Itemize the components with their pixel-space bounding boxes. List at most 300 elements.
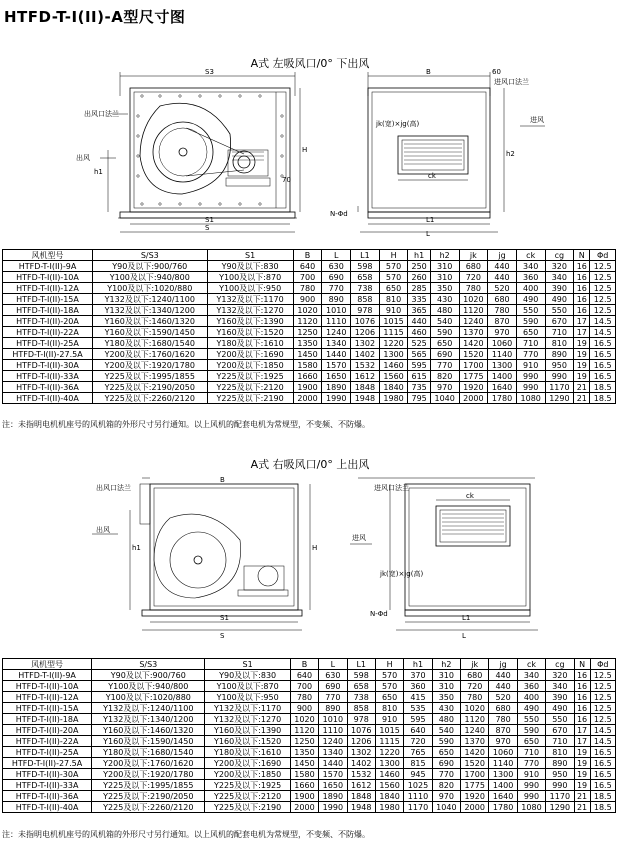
table-cell: Y225及以下:2260/2120 (92, 802, 205, 813)
table-cell: Y160及以下:1460/1320 (92, 725, 205, 736)
table-cell: 770 (319, 692, 347, 703)
table-cell: 720 (404, 736, 432, 747)
table-cell: Y132及以下:1240/1100 (93, 294, 207, 305)
table-cell: 615 (408, 371, 430, 382)
table-cell: 285 (408, 283, 430, 294)
table-cell: 1948 (351, 393, 380, 404)
table-cell: 1848 (347, 791, 375, 802)
table-cell: 900 (290, 703, 318, 714)
table-cell: 16 (574, 681, 590, 692)
table-cell: Y90及以下:900/760 (93, 261, 207, 272)
table-cell: 565 (408, 349, 430, 360)
table-row (3, 736, 616, 747)
table-cell: HTFD-T-I(II)-18A (3, 714, 92, 725)
table-cell: 14.5 (590, 725, 615, 736)
dim-h-label: H (302, 146, 308, 154)
column-header: L1 (351, 250, 380, 261)
table-header-row (3, 250, 616, 261)
table-cell: 16 (574, 305, 590, 316)
table-cell: Y132及以下:1170 (207, 294, 293, 305)
table-cell: HTFD-T-I(II)-36A (3, 791, 92, 802)
table-cell: 1250 (290, 736, 318, 747)
table-cell: 340 (516, 261, 545, 272)
table-cell: Y225及以下:2120 (205, 791, 290, 802)
table-cell: HTFD-T-I(II)-12A (3, 692, 92, 703)
table-row (3, 714, 616, 725)
table-cell: 658 (351, 272, 380, 283)
table-cell: 1340 (319, 747, 347, 758)
table-cell: 1700 (459, 360, 488, 371)
table-2-note: 注：未指明电机机座号的风机箱的外形尺寸另行通知。以上风机的配套电机为常规型，不变频、不防爆。 (2, 830, 370, 839)
table-cell: 16.5 (590, 360, 616, 371)
table-cell: 650 (432, 747, 460, 758)
table-cell: 21 (574, 802, 590, 813)
table-cell: 1990 (322, 393, 351, 404)
table-cell: 810 (546, 747, 574, 758)
table-cell: Y100及以下:950 (207, 283, 293, 294)
column-header: L (319, 659, 347, 670)
table-cell: 390 (545, 283, 574, 294)
dim-jk-label: jk(宽)×jg(高) (376, 120, 420, 128)
table-cell: 590 (432, 736, 460, 747)
table-header-row (3, 659, 616, 670)
column-header: B (293, 250, 322, 261)
table-cell: 598 (351, 261, 380, 272)
table-cell: 570 (375, 670, 403, 681)
table-cell: 1700 (461, 769, 489, 780)
table-cell: 1560 (375, 780, 403, 791)
table-cell: 440 (408, 316, 430, 327)
table-cell: 430 (430, 294, 459, 305)
table-cell: 17 (574, 316, 590, 327)
table-cell: 570 (379, 261, 408, 272)
table-cell: Y132及以下:1340/1200 (92, 714, 205, 725)
table-cell: 320 (545, 261, 574, 272)
column-header: jk (461, 659, 489, 670)
table-cell: HTFD-T-I(II)-20A (3, 316, 93, 327)
table-cell: 700 (293, 272, 322, 283)
table-cell: 1060 (489, 747, 517, 758)
table-cell: 320 (546, 670, 574, 681)
table-cell: 525 (408, 338, 430, 349)
table-row (3, 349, 616, 360)
table-cell: 1080 (517, 802, 545, 813)
dim-s1-label: S1 (205, 216, 214, 224)
table-cell: 260 (408, 272, 430, 283)
table-cell: 690 (322, 272, 351, 283)
table-cell: Y225及以下:2190 (207, 393, 293, 404)
table-cell: 19 (574, 780, 590, 791)
section-2-drawing (0, 470, 620, 640)
table-cell: 1840 (375, 791, 403, 802)
table-cell: HTFD-T-I(II)-40A (3, 802, 92, 813)
table-cell: 1015 (379, 316, 408, 327)
table-row (3, 703, 616, 714)
table-cell: 1110 (322, 316, 351, 327)
table-cell: 1206 (347, 736, 375, 747)
table-cell: 17 (574, 736, 590, 747)
table-row (3, 305, 616, 316)
dim-h1-label: h1 (94, 168, 103, 176)
table-cell: HTFD-T-I(II)-30A (3, 769, 92, 780)
table-cell: 990 (516, 371, 545, 382)
table-cell: 16.5 (590, 371, 616, 382)
table-cell: Y200及以下:1760/1620 (92, 758, 205, 769)
table-row (3, 261, 616, 272)
table-cell: 1370 (459, 327, 488, 338)
table-cell: 360 (516, 272, 545, 283)
table-cell: 1890 (319, 791, 347, 802)
table-cell: 16.5 (590, 338, 616, 349)
table-cell: 1302 (351, 338, 380, 349)
s2-dim-s-label: S (220, 632, 225, 640)
table-cell: 21 (574, 393, 590, 404)
table-cell: 12.5 (590, 272, 616, 283)
table-cell: Y225及以下:2260/2120 (93, 393, 207, 404)
table-cell: 710 (545, 327, 574, 338)
table-cell: 16 (574, 272, 590, 283)
table-cell: 1775 (459, 371, 488, 382)
table-cell: Y100及以下:950 (205, 692, 290, 703)
section-2-title: A式 右吸风口/0° 上出风 (250, 458, 370, 471)
table-cell: Y132及以下:1240/1100 (92, 703, 205, 714)
table-cell: Y225及以下:2120 (207, 382, 293, 393)
table-cell: 1650 (319, 780, 347, 791)
column-header: N (574, 659, 590, 670)
table-cell: 795 (408, 393, 430, 404)
table-cell: Y180及以下:1680/1540 (92, 747, 205, 758)
table-cell: Y132及以下:1270 (207, 305, 293, 316)
hole-spec-label: N-Φd (330, 210, 348, 218)
table-cell: HTFD-T-I(II)-27.5A (3, 758, 92, 769)
table-cell: 18.5 (590, 393, 616, 404)
table-cell: HTFD-T-I(II)-10A (3, 272, 93, 283)
table-cell: HTFD-T-I(II)-9A (3, 670, 92, 681)
spec-table-2 (2, 658, 616, 813)
table-cell: 1290 (545, 393, 574, 404)
table-cell: Y180及以下:1680/1540 (93, 338, 207, 349)
table-cell: Y100及以下:1020/880 (92, 692, 205, 703)
table-cell: 1440 (319, 758, 347, 769)
table-cell: 1350 (290, 747, 318, 758)
column-header: ck (517, 659, 545, 670)
table-cell: 870 (488, 316, 517, 327)
table-cell: Y200及以下:1690 (205, 758, 290, 769)
table-cell: 810 (375, 703, 403, 714)
table-cell: 1900 (290, 791, 318, 802)
table-1-note: 注：未指明电机机座号的风机箱的外形尺寸另行通知。以上风机的配套电机为常规型，不变频、不防爆。 (2, 420, 370, 429)
table-cell: 590 (516, 316, 545, 327)
table-cell: 945 (404, 769, 432, 780)
column-header: 风机型号 (3, 250, 93, 261)
table-cell: 770 (430, 360, 459, 371)
table-cell: 310 (432, 681, 460, 692)
table-cell: Y160及以下:1520 (205, 736, 290, 747)
table-cell: HTFD-T-I(II)-30A (3, 360, 93, 371)
table-cell: Y132及以下:1270 (205, 714, 290, 725)
table-cell: 950 (545, 360, 574, 371)
table-cell: 1300 (379, 349, 408, 360)
table-cell: 770 (517, 758, 545, 769)
page-title: HTFD-T-I(II)-A型尺寸图 (4, 8, 186, 26)
table-cell: 1250 (293, 327, 322, 338)
table-cell: 1775 (461, 780, 489, 791)
table-cell: 340 (517, 670, 545, 681)
table-row (3, 692, 616, 703)
table-cell: HTFD-T-I(II)-9A (3, 261, 93, 272)
table-cell: 12.5 (590, 670, 615, 681)
table-cell: 650 (430, 338, 459, 349)
table-cell: 1170 (545, 382, 574, 393)
s2-inlet-flange-right-label: 进风口法兰 (374, 484, 409, 492)
table-cell: 670 (546, 725, 574, 736)
table-cell: Y225及以下:2190/2050 (93, 382, 207, 393)
dim-ck-label: ck (428, 172, 436, 180)
table-cell: 21 (574, 382, 590, 393)
dim-70-label: 70 (282, 176, 291, 184)
table-cell: 440 (489, 681, 517, 692)
table-cell: 595 (408, 360, 430, 371)
table-cell: 16 (574, 703, 590, 714)
table-cell: 490 (546, 703, 574, 714)
table-cell: 540 (430, 316, 459, 327)
table-cell: 690 (430, 349, 459, 360)
table-cell: 1020 (461, 703, 489, 714)
table-cell: 1300 (375, 758, 403, 769)
column-header: L1 (347, 659, 375, 670)
s2-dim-h1-label: h1 (132, 544, 141, 552)
table-cell: 640 (404, 725, 432, 736)
table-cell: 1040 (432, 802, 460, 813)
table-cell: 19 (574, 758, 590, 769)
table-cell: Y225及以下:1925 (205, 780, 290, 791)
table-cell: 12.5 (590, 294, 616, 305)
table-cell: 570 (379, 272, 408, 283)
table-cell: 1780 (489, 802, 517, 813)
table-cell: 680 (459, 261, 488, 272)
table-cell: 2000 (290, 802, 318, 813)
table-cell: Y225及以下:2190 (205, 802, 290, 813)
table-cell: 1980 (379, 393, 408, 404)
table-cell: 535 (404, 703, 432, 714)
table-cell: 17 (574, 725, 590, 736)
table-cell: 400 (517, 692, 545, 703)
table-row (3, 725, 616, 736)
table-cell: Y225及以下:1995/1855 (93, 371, 207, 382)
table-cell: 1170 (546, 791, 574, 802)
table-cell: Y200及以下:1920/1780 (93, 360, 207, 371)
table-cell: 520 (489, 692, 517, 703)
table-cell: 990 (516, 382, 545, 393)
table-cell: 970 (489, 736, 517, 747)
table-cell: 1120 (290, 725, 318, 736)
table-cell: 340 (546, 681, 574, 692)
table-cell: 21 (574, 791, 590, 802)
table-cell: 460 (408, 327, 430, 338)
table-cell: 1890 (322, 382, 351, 393)
table-cell: 1110 (319, 725, 347, 736)
table-cell: 690 (432, 758, 460, 769)
table-cell: 550 (546, 714, 574, 725)
s2-hole-spec-label: N-Φd (370, 610, 388, 618)
table-cell: 16 (574, 294, 590, 305)
table-cell: 1040 (430, 393, 459, 404)
dim-s3-label: S3 (205, 68, 214, 76)
table-row (3, 294, 616, 305)
table-cell: 1220 (375, 747, 403, 758)
table-cell: 1570 (319, 769, 347, 780)
s2-dim-jk-label: jk(宽)×jg(高) (380, 570, 424, 578)
table-cell: 1640 (489, 791, 517, 802)
table-cell: 16 (574, 283, 590, 294)
table-cell: 990 (517, 791, 545, 802)
table-cell: 360 (517, 681, 545, 692)
table-row (3, 272, 616, 283)
column-header: S/S3 (92, 659, 205, 670)
table-cell: 1240 (322, 327, 351, 338)
table-cell: 19 (574, 338, 590, 349)
table-cell: 19 (574, 769, 590, 780)
column-header: L (322, 250, 351, 261)
table-cell: 680 (489, 703, 517, 714)
table-cell: 1570 (322, 360, 351, 371)
column-header: h1 (408, 250, 430, 261)
table-cell: 440 (489, 670, 517, 681)
table-cell: 340 (545, 272, 574, 283)
table-cell: 950 (546, 769, 574, 780)
table-cell: 630 (319, 670, 347, 681)
table-cell: 550 (517, 714, 545, 725)
table-cell: 1140 (488, 349, 517, 360)
table-cell: 978 (351, 305, 380, 316)
dim-h2-label: h2 (506, 150, 515, 158)
table-cell: 1015 (375, 725, 403, 736)
table-cell: 365 (408, 305, 430, 316)
column-header: h1 (404, 659, 432, 670)
table-cell: HTFD-T-I(II)-10A (3, 681, 92, 692)
table-cell: Y160及以下:1390 (207, 316, 293, 327)
column-header: Φd (590, 659, 615, 670)
table-cell: 310 (430, 272, 459, 283)
table-cell: 590 (430, 327, 459, 338)
table-cell: 1660 (290, 780, 318, 791)
table-cell: 1450 (293, 349, 322, 360)
table-cell: 658 (347, 681, 375, 692)
spec-table-1 (2, 249, 616, 404)
table-cell: 1848 (351, 382, 380, 393)
table-cell: 12.5 (590, 692, 615, 703)
table-cell: 1400 (488, 371, 517, 382)
table-cell: 910 (516, 360, 545, 371)
table-cell: 1520 (459, 349, 488, 360)
table-cell: HTFD-T-I(II)-20A (3, 725, 92, 736)
table-cell: 1240 (459, 316, 488, 327)
table-cell: 910 (379, 305, 408, 316)
table-cell: 1370 (461, 736, 489, 747)
table-cell: Y200及以下:1760/1620 (93, 349, 207, 360)
column-header: h2 (432, 659, 460, 670)
table-cell: 14.5 (590, 327, 616, 338)
table-cell: 1115 (379, 327, 408, 338)
table-cell: 595 (404, 714, 432, 725)
table-cell: Y200及以下:1690 (207, 349, 293, 360)
table-cell: 480 (432, 714, 460, 725)
table-cell: 1240 (461, 725, 489, 736)
table-cell: Y225及以下:1925 (207, 371, 293, 382)
table-cell: 738 (347, 692, 375, 703)
table-cell: 1560 (379, 371, 408, 382)
table-cell: 1460 (379, 360, 408, 371)
table-cell: 1532 (347, 769, 375, 780)
table-row (3, 371, 616, 382)
table-cell: Y160及以下:1520 (207, 327, 293, 338)
s2-dim-h-label: H (312, 544, 318, 552)
table-cell: 370 (404, 670, 432, 681)
table-cell: Y132及以下:1340/1200 (93, 305, 207, 316)
table-cell: 970 (432, 791, 460, 802)
table-cell: 490 (517, 703, 545, 714)
table-cell: 1780 (488, 393, 517, 404)
table-cell: 19 (574, 349, 590, 360)
table-cell: 735 (408, 382, 430, 393)
table-cell: 540 (432, 725, 460, 736)
table-cell: 1060 (488, 338, 517, 349)
table-cell: 12.5 (590, 681, 615, 692)
table-cell: 1340 (322, 338, 351, 349)
table-row (3, 393, 616, 404)
outlet-flange-label: 出风口法兰 (84, 110, 119, 118)
dim-l-label: L (426, 230, 430, 238)
column-header: 风机型号 (3, 659, 92, 670)
table-cell: 650 (379, 283, 408, 294)
table-cell: 1140 (489, 758, 517, 769)
table-cell: 650 (375, 692, 403, 703)
table-cell: 870 (489, 725, 517, 736)
table-cell: 18.5 (590, 802, 615, 813)
table-cell: 765 (404, 747, 432, 758)
table-cell: Y90及以下:830 (205, 670, 290, 681)
column-header: S/S3 (93, 250, 207, 261)
column-header: H (379, 250, 408, 261)
table-cell: 16.5 (590, 769, 615, 780)
table-cell: Y200及以下:1850 (207, 360, 293, 371)
table-cell: 1115 (375, 736, 403, 747)
table-cell: 1402 (347, 758, 375, 769)
table-cell: 1612 (351, 371, 380, 382)
column-header: jg (489, 659, 517, 670)
table-cell: 400 (516, 283, 545, 294)
table-cell: 720 (461, 681, 489, 692)
table-cell: Y160及以下:1590/1450 (93, 327, 207, 338)
table-cell: 1025 (404, 780, 432, 791)
table-cell: 640 (293, 261, 322, 272)
table-cell: 1920 (459, 382, 488, 393)
table-cell: 12.5 (590, 703, 615, 714)
table-cell: 16.5 (590, 780, 615, 791)
table-cell: 1170 (404, 802, 432, 813)
table-cell: HTFD-T-I(II)-25A (3, 747, 92, 758)
table-cell: 970 (488, 327, 517, 338)
table-cell: HTFD-T-I(II)-25A (3, 338, 93, 349)
table-cell: 820 (430, 371, 459, 382)
table-cell: 1650 (322, 371, 351, 382)
s2-inlet-label: 进风 (352, 534, 366, 542)
table-cell: 2000 (461, 802, 489, 813)
table-cell: Y90及以下:830 (207, 261, 293, 272)
table-cell: Y160及以下:1590/1450 (92, 736, 205, 747)
table-row (3, 283, 616, 294)
table-cell: 710 (517, 747, 545, 758)
